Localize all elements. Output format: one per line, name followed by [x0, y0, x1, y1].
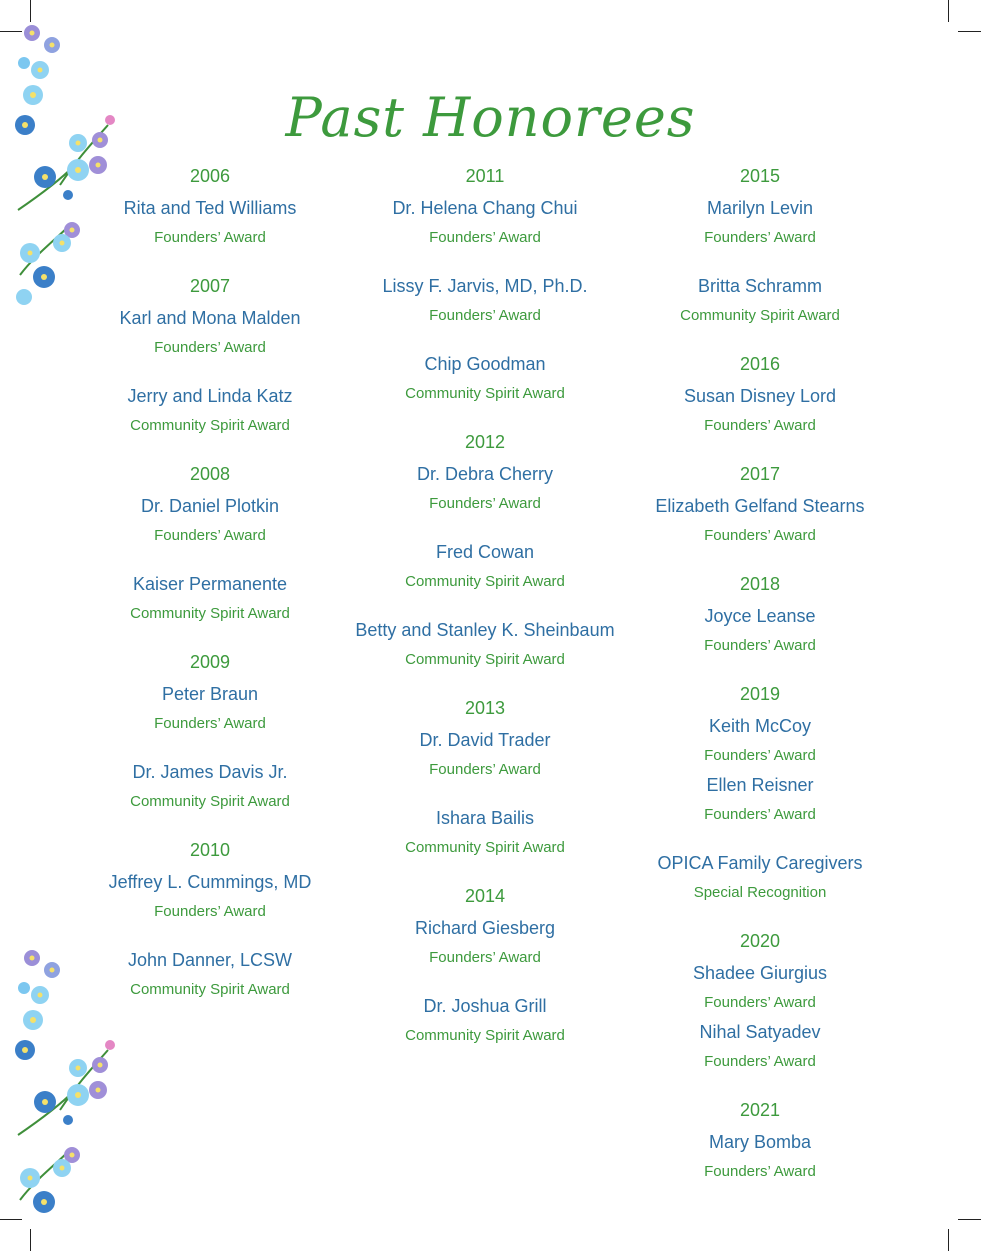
year-group	[95, 275, 325, 436]
year-group	[95, 651, 325, 812]
year-heading: 2007	[189, 276, 231, 296]
honoree-name: Dr. Daniel Plotkin	[140, 496, 280, 516]
honorees-column-3	[640, 165, 880, 1209]
award-name: Special Recognition	[693, 884, 827, 901]
award-name: Founders’ Award	[429, 495, 541, 512]
year-group	[640, 683, 880, 903]
honoree-entry	[95, 197, 325, 248]
award-name: Community Spirit Award	[405, 651, 565, 668]
year-heading: 2010	[189, 840, 231, 860]
honoree-entry	[640, 852, 880, 903]
crop-mark	[958, 1219, 981, 1220]
year-group	[95, 463, 325, 624]
year-heading: 2018	[739, 574, 781, 594]
honoree-entry	[345, 197, 625, 248]
honoree-entry	[345, 353, 625, 404]
crop-mark	[948, 0, 949, 22]
honoree-entry	[345, 619, 625, 670]
award-name: Founders’ Award	[704, 806, 816, 823]
honoree-entry	[345, 995, 625, 1046]
year-group	[640, 930, 880, 1072]
year-group	[640, 353, 880, 436]
award-name: Founders’ Award	[154, 527, 266, 544]
award-name: Founders’ Award	[429, 229, 541, 246]
honoree-entry	[345, 729, 625, 780]
award-name: Community Spirit Award	[130, 981, 290, 998]
award-name: Founders’ Award	[154, 903, 266, 920]
honoree-entry	[345, 463, 625, 514]
honoree-name: Dr. David Trader	[419, 730, 551, 750]
year-heading: 2015	[739, 166, 781, 186]
honoree-entry	[345, 541, 625, 592]
honoree-name: Britta Schramm	[697, 276, 823, 296]
honoree-name: Ellen Reisner	[706, 775, 814, 795]
award-name: Community Spirit Award	[130, 793, 290, 810]
award-name: Founders’ Award	[704, 1053, 816, 1070]
year-group	[345, 165, 625, 404]
honoree-entry	[345, 917, 625, 968]
year-group	[640, 165, 880, 326]
year-heading: 2020	[739, 931, 781, 951]
honoree-entry	[345, 275, 625, 326]
award-name: Founders’ Award	[429, 307, 541, 324]
honoree-entry	[640, 605, 880, 656]
honoree-entry	[640, 197, 880, 248]
honoree-entry	[640, 495, 880, 546]
year-heading: 2008	[189, 464, 231, 484]
year-heading: 2016	[739, 354, 781, 374]
honoree-name: Richard Giesberg	[414, 918, 556, 938]
honoree-entry	[95, 385, 325, 436]
honoree-name: Rita and Ted Williams	[123, 198, 297, 218]
honoree-name: Jerry and Linda Katz	[127, 386, 293, 406]
year-heading: 2021	[739, 1100, 781, 1120]
year-heading: 2017	[739, 464, 781, 484]
honoree-name: Elizabeth Gelfand Stearns	[655, 496, 865, 516]
honoree-name: Peter Braun	[161, 684, 259, 704]
honoree-entry	[95, 573, 325, 624]
honoree-entry	[640, 275, 880, 326]
award-name: Community Spirit Award	[130, 605, 290, 622]
award-name: Founders’ Award	[704, 1163, 816, 1180]
honoree-name: Fred Cowan	[435, 542, 535, 562]
year-heading: 2006	[189, 166, 231, 186]
award-name: Founders’ Award	[154, 715, 266, 732]
award-name: Community Spirit Award	[405, 385, 565, 402]
award-name: Founders’ Award	[154, 339, 266, 356]
year-heading: 2012	[464, 432, 506, 452]
honoree-name: Lissy F. Jarvis, MD, Ph.D.	[382, 276, 588, 296]
crop-mark	[958, 31, 981, 32]
honoree-name: Ishara Bailis	[435, 808, 535, 828]
honoree-entry	[95, 495, 325, 546]
year-group	[345, 697, 625, 858]
honoree-entry	[640, 715, 880, 766]
honoree-entry	[640, 385, 880, 436]
crop-mark	[948, 1229, 949, 1251]
page-title: Past Honorees	[285, 86, 696, 149]
year-heading: 2013	[464, 698, 506, 718]
award-name: Founders’ Award	[429, 949, 541, 966]
honoree-name: John Danner, LCSW	[127, 950, 293, 970]
honorees-column-1	[95, 165, 325, 1027]
year-group	[640, 1099, 880, 1182]
honoree-name: Betty and Stanley K. Sheinbaum	[355, 620, 615, 640]
award-name: Founders’ Award	[704, 637, 816, 654]
honoree-entry	[345, 807, 625, 858]
honoree-entry	[640, 962, 880, 1013]
year-heading: 2014	[464, 886, 506, 906]
award-name: Founders’ Award	[704, 417, 816, 434]
honoree-name: Keith McCoy	[708, 716, 812, 736]
award-name: Community Spirit Award	[405, 1027, 565, 1044]
year-group	[345, 431, 625, 670]
honoree-name: Karl and Mona Malden	[119, 308, 301, 328]
honoree-name: OPICA Family Caregivers	[657, 853, 863, 873]
honoree-entry	[95, 761, 325, 812]
award-name: Community Spirit Award	[130, 417, 290, 434]
award-name: Founders’ Award	[154, 229, 266, 246]
award-name: Founders’ Award	[704, 229, 816, 246]
award-name: Founders’ Award	[704, 527, 816, 544]
award-name: Community Spirit Award	[405, 839, 565, 856]
honoree-name: Mary Bomba	[708, 1132, 812, 1152]
year-group	[640, 463, 880, 546]
year-heading: 2011	[465, 166, 505, 186]
honoree-name: Shadee Giurgius	[692, 963, 828, 983]
year-heading: 2019	[739, 684, 781, 704]
award-name: Founders’ Award	[704, 994, 816, 1011]
honoree-entry	[95, 871, 325, 922]
award-name: Founders’ Award	[429, 761, 541, 778]
year-group	[95, 839, 325, 1000]
honoree-name: Marilyn Levin	[706, 198, 814, 218]
honoree-entry	[95, 683, 325, 734]
honoree-entry	[95, 307, 325, 358]
honoree-name: Dr. Joshua Grill	[423, 996, 547, 1016]
year-group	[345, 885, 625, 1046]
honoree-name: Dr. James Davis Jr.	[132, 762, 288, 782]
honoree-entry	[95, 949, 325, 1000]
award-name: Founders’ Award	[704, 747, 816, 764]
honoree-name: Nihal Satyadev	[699, 1022, 821, 1042]
honoree-name: Dr. Debra Cherry	[416, 464, 554, 484]
honoree-name: Dr. Helena Chang Chui	[392, 198, 578, 218]
honoree-name: Joyce Leanse	[704, 606, 816, 626]
honoree-name: Kaiser Permanente	[132, 574, 288, 594]
honorees-column-2	[345, 165, 625, 1073]
award-name: Community Spirit Award	[405, 573, 565, 590]
crop-mark	[30, 1229, 31, 1251]
year-group	[95, 165, 325, 248]
year-group	[640, 573, 880, 656]
honoree-name: Jeffrey L. Cummings, MD	[108, 872, 312, 892]
honoree-name: Susan Disney Lord	[683, 386, 837, 406]
honoree-entry	[640, 1131, 880, 1182]
honoree-entry	[640, 774, 880, 825]
award-name: Community Spirit Award	[680, 307, 840, 324]
honoree-entry	[640, 1021, 880, 1072]
year-heading: 2009	[189, 652, 231, 672]
honoree-name: Chip Goodman	[424, 354, 546, 374]
